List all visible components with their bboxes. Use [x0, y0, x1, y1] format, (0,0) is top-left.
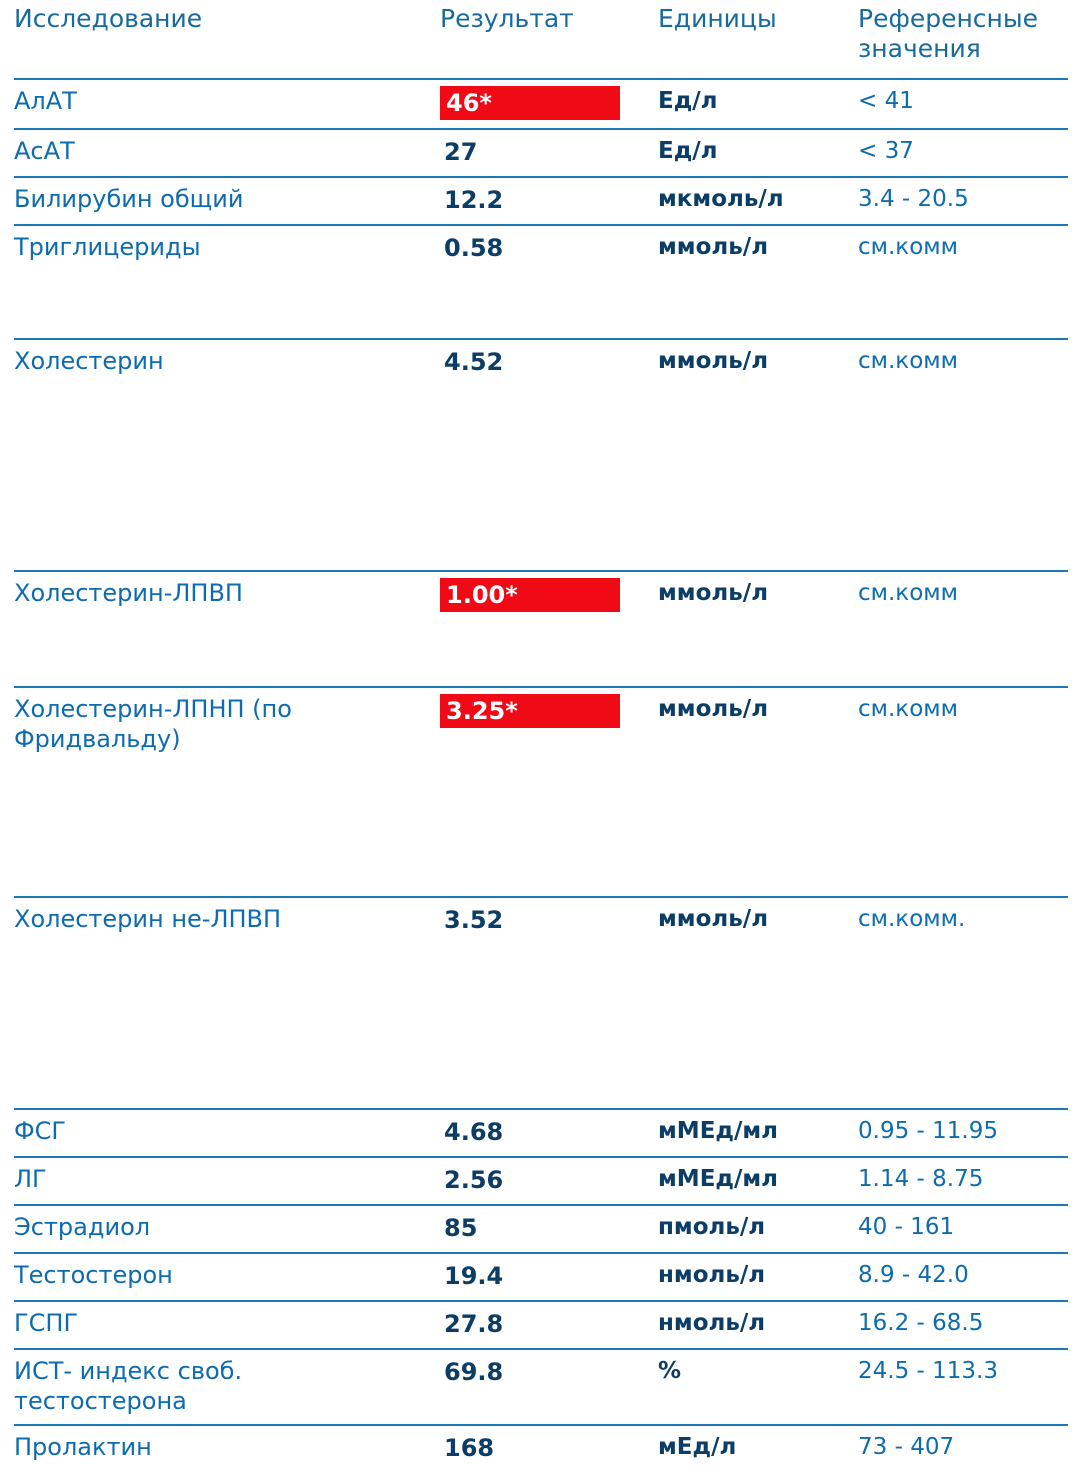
reference-range-cell: 0.95 - 11.95: [858, 1118, 998, 1144]
reference-range-cell: < 37: [858, 138, 914, 164]
result-value: 2.56: [444, 1166, 504, 1194]
table-row: [14, 571, 1068, 620]
units-cell: нмоль/л: [658, 1310, 766, 1336]
result-cell: [414, 1253, 654, 1301]
analyte-name: Билирубин общий: [14, 185, 244, 213]
table-body: [14, 79, 1068, 1472]
table-row: [14, 225, 1068, 272]
table-row: [14, 1349, 1068, 1425]
row-spacer: [14, 620, 1068, 687]
result-value: 168: [444, 1434, 495, 1462]
units-cell: ммоль/л: [658, 906, 769, 932]
table-header: [14, 0, 1068, 79]
units-cell: мкмоль/л: [658, 186, 784, 212]
result-cell: [414, 1425, 654, 1472]
result-value-abnormal: 3.25*: [440, 694, 620, 728]
analyte-name: Холестерин не-ЛПВП: [14, 905, 282, 933]
row-spacer-cell: [14, 762, 1068, 897]
result-cell: [414, 1157, 654, 1205]
units-cell: ммоль/л: [658, 348, 769, 374]
result-cell: [414, 1205, 654, 1253]
row-spacer: [14, 386, 1068, 571]
result-cell: [414, 79, 654, 129]
result-value-abnormal: 46*: [440, 86, 620, 120]
result-value-abnormal: 1.00*: [440, 578, 620, 612]
table-row: [14, 1109, 1068, 1157]
analyte-name: ИСТ- индекс своб. тестостерона: [14, 1357, 243, 1415]
analyte-name: Холестерин-ЛПВП: [14, 579, 243, 607]
analyte-name: Эстрадиол: [14, 1213, 151, 1241]
row-spacer-cell: [14, 272, 1068, 339]
table-row: [14, 897, 1068, 944]
units-cell: ммоль/л: [658, 580, 769, 606]
result-value: 69.8: [444, 1358, 504, 1386]
table-header-row: [14, 0, 1068, 79]
units-cell: ммоль/л: [658, 696, 769, 722]
result-value: 4.52: [444, 348, 504, 376]
reference-range-cell: см.комм: [858, 696, 958, 722]
table-row: [14, 687, 1068, 762]
row-spacer: [14, 762, 1068, 897]
row-spacer-cell: [14, 620, 1068, 687]
table-row: [14, 1425, 1068, 1472]
table-row: [14, 339, 1068, 386]
units-cell: Ед/л: [658, 138, 718, 164]
row-spacer: [14, 944, 1068, 1109]
units-cell: мМЕд/мл: [658, 1166, 779, 1192]
lab-results-table: [14, 0, 1068, 1472]
analyte-name: АсАТ: [14, 137, 75, 165]
result-value: 3.52: [444, 906, 504, 934]
result-cell: [414, 1301, 654, 1349]
table-row: [14, 1253, 1068, 1301]
row-spacer-cell: [14, 386, 1068, 571]
reference-range-cell: см.комм: [858, 234, 958, 260]
analyte-name: Пролактин: [14, 1433, 152, 1461]
column-header-name: Исследование: [14, 4, 203, 33]
reference-range-cell: 24.5 - 113.3: [858, 1358, 998, 1384]
reference-range-cell: 40 - 161: [858, 1214, 955, 1240]
result-cell: [414, 129, 654, 177]
reference-range-cell: 16.2 - 68.5: [858, 1310, 984, 1336]
result-value: 0.58: [444, 234, 504, 262]
result-value: 27: [444, 138, 478, 166]
analyte-name: АлАТ: [14, 87, 77, 115]
result-cell: [414, 339, 654, 386]
reference-range-cell: 3.4 - 20.5: [858, 186, 969, 212]
units-cell: мМЕд/мл: [658, 1118, 779, 1144]
analyte-name: Триглицериды: [14, 233, 201, 261]
reference-range-cell: 8.9 - 42.0: [858, 1262, 969, 1288]
column-header-units: Единицы: [658, 4, 777, 33]
reference-range-cell: см.комм: [858, 580, 958, 606]
reference-range-cell: см.комм: [858, 348, 958, 374]
result-value: 85: [444, 1214, 478, 1242]
reference-range-cell: < 41: [858, 88, 914, 114]
column-header-reference: Референсные значения: [858, 4, 1039, 63]
result-cell: [414, 897, 654, 944]
analyte-name: ГСПГ: [14, 1309, 79, 1337]
units-cell: пмоль/л: [658, 1214, 766, 1240]
units-cell: нмоль/л: [658, 1262, 766, 1288]
table-row: [14, 129, 1068, 177]
units-cell: мЕд/л: [658, 1434, 737, 1460]
result-cell: [414, 177, 654, 225]
table-row: [14, 1205, 1068, 1253]
result-value: 27.8: [444, 1310, 504, 1338]
analyte-name: Холестерин: [14, 347, 164, 375]
analyte-name: ЛГ: [14, 1165, 47, 1193]
analyte-name: Тестостерон: [14, 1261, 173, 1289]
units-cell: Ед/л: [658, 88, 718, 114]
analyte-name: Холестерин-ЛПНП (по Фридвальду): [14, 695, 292, 753]
row-spacer-cell: [14, 944, 1068, 1109]
result-cell: [414, 687, 654, 762]
result-value: 19.4: [444, 1262, 504, 1290]
table-row: [14, 79, 1068, 129]
result-cell: [414, 571, 654, 620]
units-cell: ммоль/л: [658, 234, 769, 260]
result-value: 12.2: [444, 186, 504, 214]
table-row: [14, 1301, 1068, 1349]
column-header-result: Результат: [440, 4, 574, 33]
row-spacer: [14, 272, 1068, 339]
reference-range-cell: 1.14 - 8.75: [858, 1166, 984, 1192]
result-cell: [414, 225, 654, 272]
reference-range-cell: см.комм.: [858, 906, 966, 932]
analyte-name: ФСГ: [14, 1117, 67, 1145]
table-row: [14, 177, 1068, 225]
result-cell: [414, 1109, 654, 1157]
table-row: [14, 1157, 1068, 1205]
result-value: 4.68: [444, 1118, 504, 1146]
units-cell: %: [658, 1358, 682, 1384]
result-cell: [414, 1349, 654, 1425]
reference-range-cell: 73 - 407: [858, 1434, 955, 1460]
